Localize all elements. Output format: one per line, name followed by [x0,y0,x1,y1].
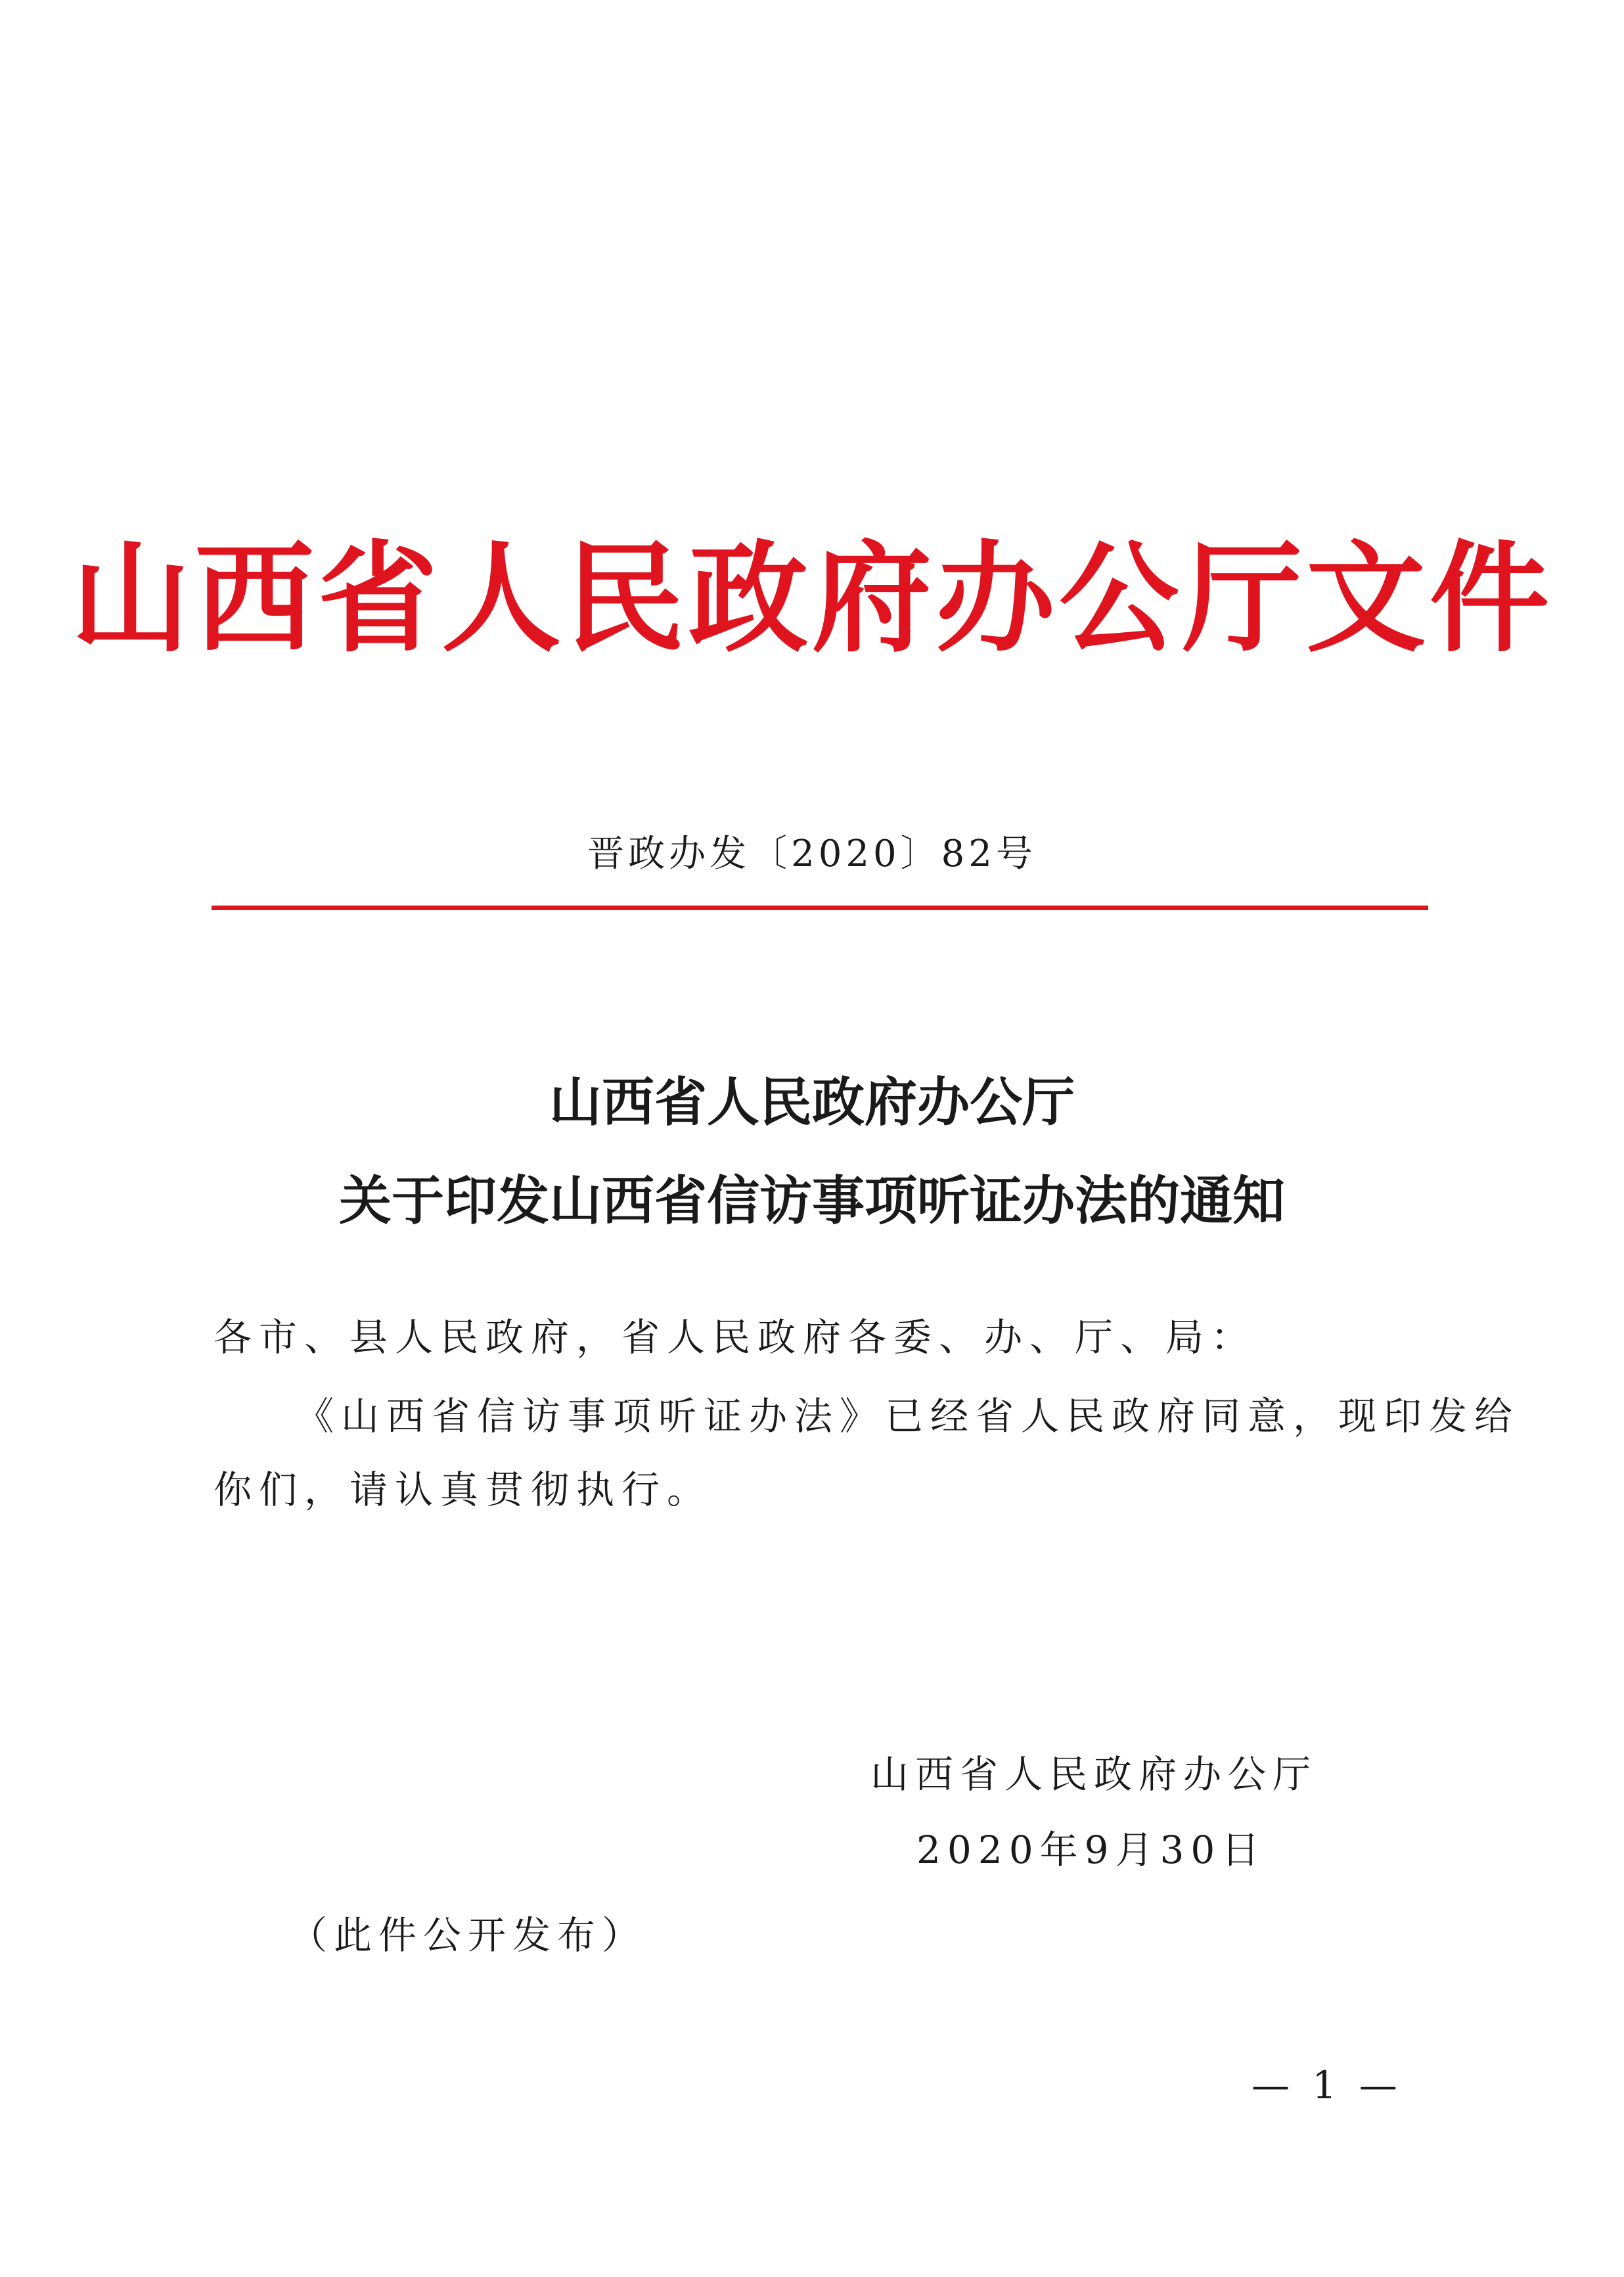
issuer-signature: 山西省人民政府办公厅 [870,1752,1318,1797]
document-number: 晋政办发〔2020〕82号 [587,833,1037,875]
salutation: 各市、县人民政府，省人民政府各委、办、厅、局： [214,1315,1257,1360]
document-masthead: 山西省人民政府办公厅文件 [71,528,1553,668]
issue-date: 2020年9月30日 [916,1828,1267,1872]
page-number: — 1 — [1252,2063,1403,2107]
document-title-line-1: 山西省人民政府办公厅 [549,1071,1075,1133]
body-paragraph-line-1: 《山西省信访事项听证办法》已经省人民政府同意，现印发给 [296,1394,1520,1438]
publication-note: （此件公开发布） [289,1913,647,1958]
body-paragraph-line-2: 你们，请认真贯彻执行。 [214,1467,713,1512]
red-divider-line [212,906,1428,910]
document-title-line-2: 关于印发山西省信访事项听证办法的通知 [339,1170,1285,1231]
